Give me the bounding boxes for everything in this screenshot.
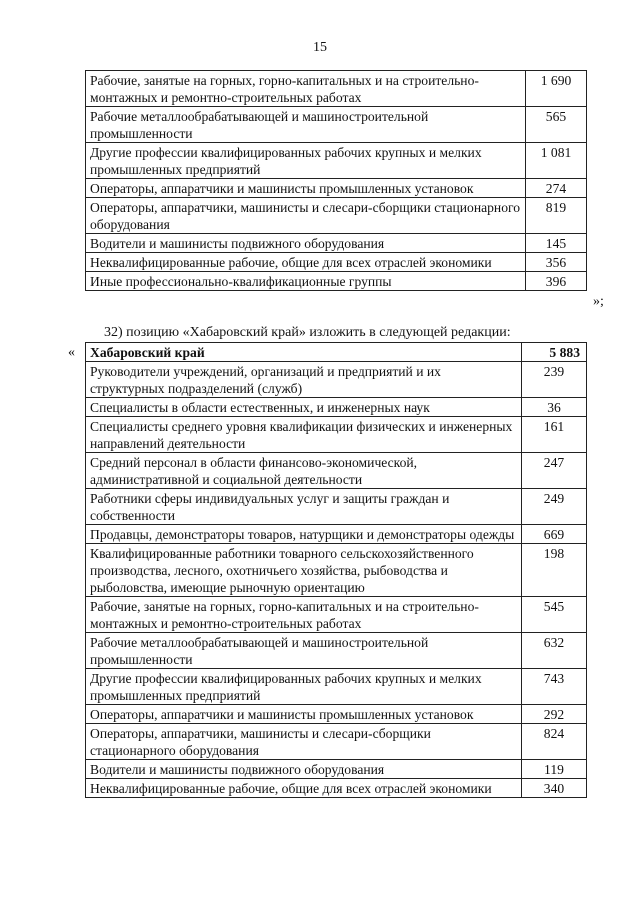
- opening-quote: «: [68, 345, 75, 360]
- occupation-table-continued: [85, 70, 587, 291]
- table-row: [86, 272, 587, 291]
- row-label: Операторы, аппаратчики, машинисты и слесари-сборщики стационарного оборудования: [86, 198, 526, 234]
- row-value: 274: [526, 179, 587, 198]
- row-value: 1 690: [526, 71, 587, 107]
- row-value: 356: [526, 253, 587, 272]
- row-label: Операторы, аппаратчики и машинисты промышленных установок: [86, 179, 526, 198]
- page-number: 15: [313, 40, 327, 55]
- table-row: [86, 489, 587, 525]
- region-total: 5 883: [522, 343, 587, 362]
- table-row: [86, 253, 587, 272]
- table-row: [86, 107, 587, 143]
- table-row: [86, 633, 587, 669]
- table-row: [86, 362, 587, 398]
- row-label: Операторы, аппаратчики, машинисты и слесари-сборщики стационарного оборудования: [86, 724, 522, 760]
- row-value: 161: [522, 417, 587, 453]
- row-label: Квалифицированные работники товарного сельскохозяйственного производства, лесного, охотничьего хозяйства, рыбоводства и рыболовства, имеющие рыночную ориентацию: [86, 544, 522, 597]
- row-label: Специалисты среднего уровня квалификации физических и инженерных направлений деятельности: [86, 417, 522, 453]
- row-value: 198: [522, 544, 587, 597]
- row-label: Водители и машинисты подвижного оборудования: [86, 234, 526, 253]
- row-value: 669: [522, 525, 587, 544]
- row-label: Иные профессионально-квалификационные группы: [86, 272, 526, 291]
- row-label: Рабочие, занятые на горных, горно-капитальных и на строительно-монтажных и ремонтно-строительных работах: [86, 597, 522, 633]
- row-value: 824: [522, 724, 587, 760]
- khabarovsk-occupation-table: [85, 342, 587, 798]
- region-header-row: [86, 343, 587, 362]
- row-label: Специалисты в области естественных, и инженерных наук: [86, 398, 522, 417]
- closing-quote: »;: [593, 294, 604, 309]
- table-row: [86, 198, 587, 234]
- table-row: [86, 398, 587, 417]
- table-row: [86, 234, 587, 253]
- row-value: 36: [522, 398, 587, 417]
- row-label: Водители и машинисты подвижного оборудования: [86, 760, 522, 779]
- row-value: 632: [522, 633, 587, 669]
- row-value: 249: [522, 489, 587, 525]
- row-label: Неквалифицированные рабочие, общие для всех отраслей экономики: [86, 779, 522, 798]
- row-label: Рабочие металлообрабатывающей и машиностроительной промышленности: [86, 107, 526, 143]
- row-label: Операторы, аппаратчики и машинисты промышленных установок: [86, 705, 522, 724]
- row-label: Рабочие, занятые на горных, горно-капитальных и на строительно-монтажных и ремонтно-строительных работах: [86, 71, 526, 107]
- row-value: 340: [522, 779, 587, 798]
- row-value: 396: [526, 272, 587, 291]
- table-row: [86, 705, 587, 724]
- row-label: Другие профессии квалифицированных рабочих крупных и мелких промышленных предприятий: [86, 143, 526, 179]
- row-label: Продавцы, демонстраторы товаров, натурщики и демонстраторы одежды: [86, 525, 522, 544]
- row-value: 292: [522, 705, 587, 724]
- table-row: [86, 453, 587, 489]
- row-label: Работники сферы индивидуальных услуг и защиты граждан и собственности: [86, 489, 522, 525]
- table-row: [86, 669, 587, 705]
- table-row: [86, 597, 587, 633]
- row-value: 819: [526, 198, 587, 234]
- table-row: [86, 179, 587, 198]
- row-label: Руководители учреждений, организаций и предприятий и их структурных подразделений (служб): [86, 362, 522, 398]
- table-row: [86, 724, 587, 760]
- table-row: [86, 760, 587, 779]
- row-value: 239: [522, 362, 587, 398]
- row-label: Средний персонал в области финансово-экономической, административной и социальной деятельности: [86, 453, 522, 489]
- table-row: [86, 525, 587, 544]
- row-value: 247: [522, 453, 587, 489]
- table-row: [86, 143, 587, 179]
- row-value: 1 081: [526, 143, 587, 179]
- table-row: [86, 544, 587, 597]
- row-label: Рабочие металлообрабатывающей и машиностроительной промышленности: [86, 633, 522, 669]
- table-row: [86, 417, 587, 453]
- row-value: 119: [522, 760, 587, 779]
- row-value: 565: [526, 107, 587, 143]
- table-row: [86, 779, 587, 798]
- table-row: [86, 71, 587, 107]
- amendment-instruction: 32) позицию «Хабаровский край» изложить в следующей редакции:: [104, 325, 511, 340]
- row-value: 545: [522, 597, 587, 633]
- row-label: Другие профессии квалифицированных рабочих крупных и мелких промышленных предприятий: [86, 669, 522, 705]
- row-value: 145: [526, 234, 587, 253]
- region-name: Хабаровский край: [86, 343, 522, 362]
- row-label: Неквалифицированные рабочие, общие для всех отраслей экономики: [86, 253, 526, 272]
- row-value: 743: [522, 669, 587, 705]
